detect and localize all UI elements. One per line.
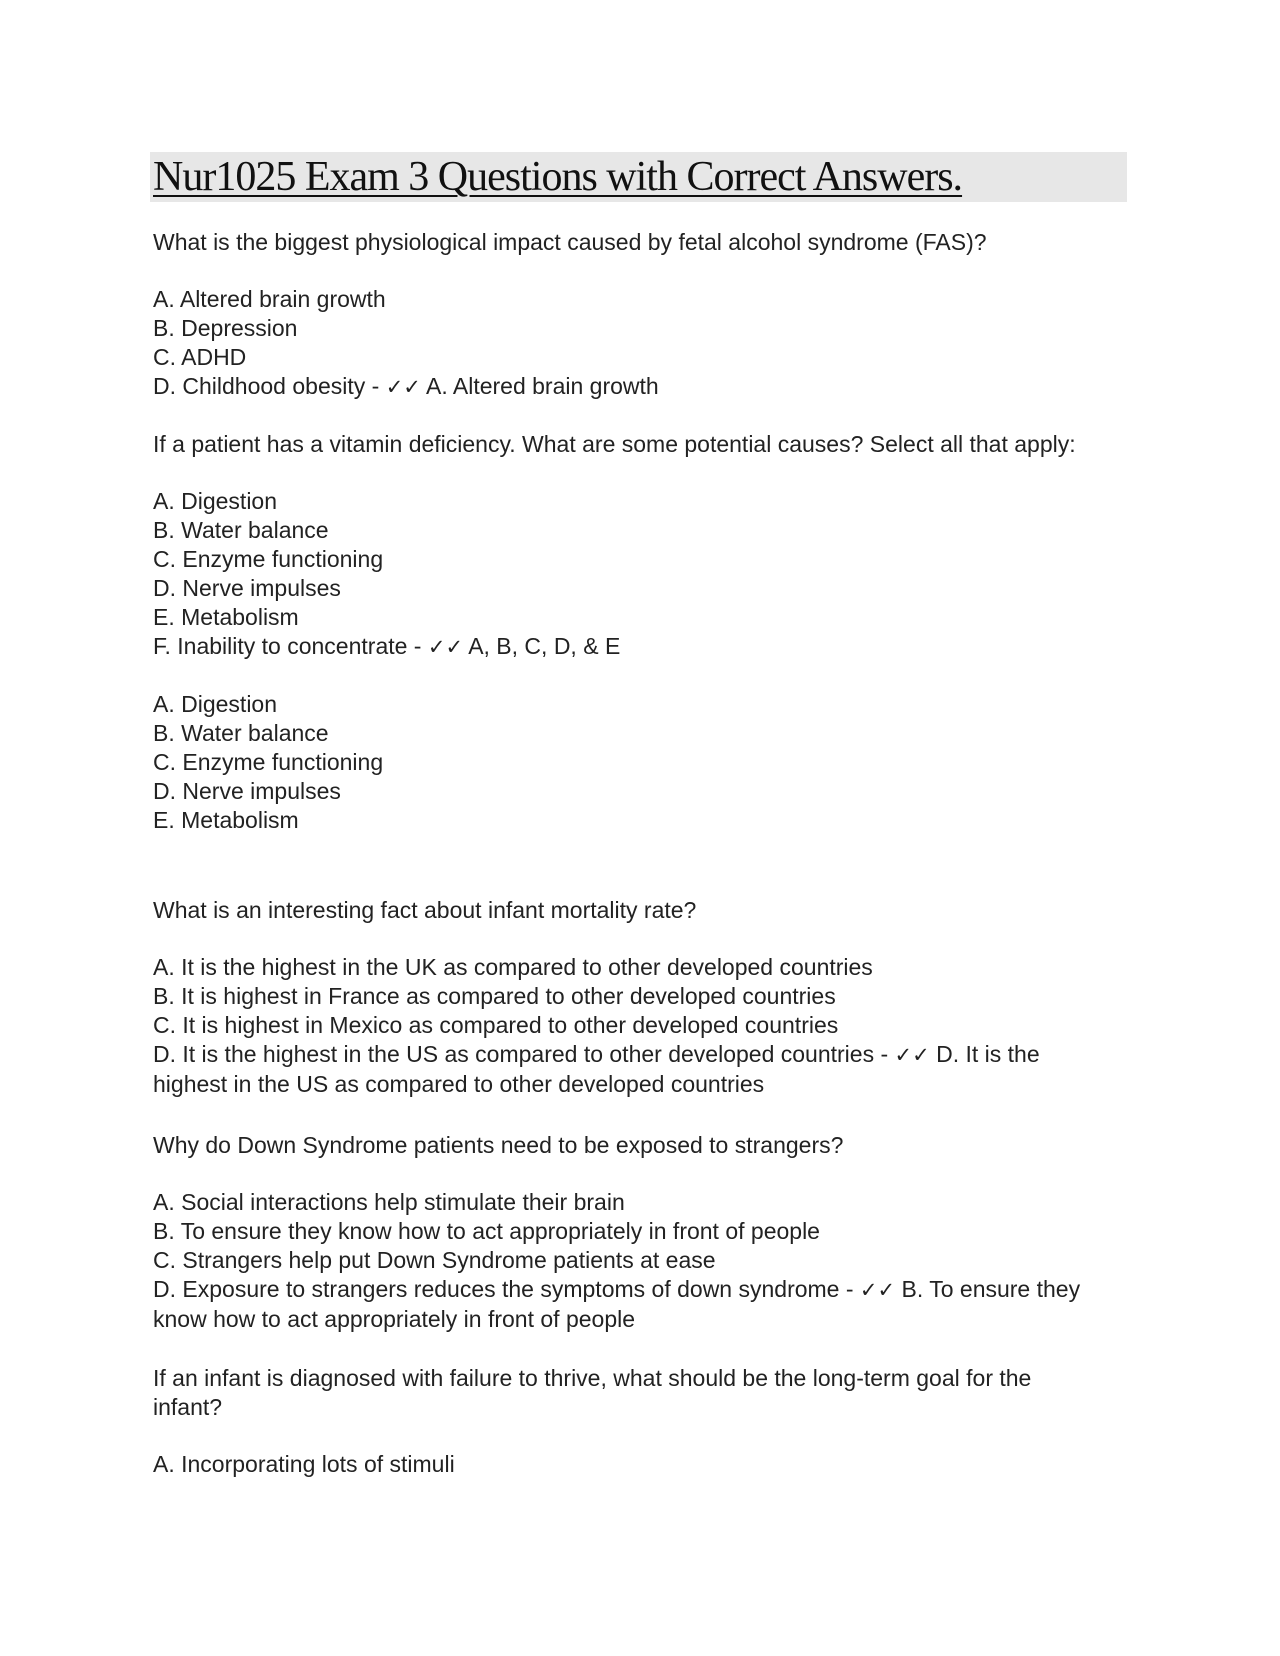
- question-text: What is an interesting fact about infant mortality rate?: [153, 897, 697, 923]
- answer-option-with-key: [153, 1275, 1093, 1334]
- answer-option: A. It is the highest in the UK as compared to other developed countries: [153, 954, 873, 980]
- answer-explanation-item: E. Metabolism: [153, 807, 299, 833]
- document-title: Nur1025 Exam 3 Questions with Correct Answers.: [153, 154, 963, 200]
- answer-explanation-item: C. Enzyme functioning: [153, 749, 384, 775]
- answer-option: A. Incorporating lots of stimuli: [153, 1451, 455, 1477]
- answer-option: B. Water balance: [153, 517, 329, 543]
- answer-explanation-item: D. Nerve impulses: [153, 778, 341, 804]
- answer-option: F. Inability to concentrate -: [153, 633, 422, 659]
- answer-option: B. To ensure they know how to act appropriately in front of people: [153, 1218, 820, 1244]
- answer-option: B. Depression: [153, 315, 298, 341]
- answer-option-with-key: [153, 372, 1093, 402]
- answer-option: E. Metabolism: [153, 604, 299, 630]
- answer-option: D. Childhood obesity -: [153, 373, 380, 399]
- answer-option-with-key: [153, 632, 1093, 662]
- answer-option: A. Digestion: [153, 488, 278, 514]
- question-text: If a patient has a vitamin deficiency. What are some potential causes? Select all that apply:: [153, 431, 1076, 457]
- answer-option: A. Altered brain growth: [153, 286, 386, 312]
- question-block-1: [153, 228, 1093, 402]
- question-text: What is the biggest physiological impact caused by fetal alcohol syndrome (FAS)?: [153, 229, 987, 255]
- answer-option: C. Enzyme functioning: [153, 546, 384, 572]
- answer-option: C. Strangers help put Down Syndrome patients at ease: [153, 1247, 716, 1273]
- double-check-icon: ✓✓: [894, 1043, 930, 1067]
- question-text: Why do Down Syndrome patients need to be exposed to strangers?: [153, 1132, 844, 1158]
- question-text: If an infant is diagnosed with failure to thrive, what should be the long-term goal for the infant?: [153, 1365, 1032, 1420]
- double-check-icon: ✓✓: [427, 635, 464, 659]
- correct-answer: A, B, C, D, & E: [468, 633, 621, 659]
- answer-option: B. It is highest in France as compared to other developed countries: [153, 983, 836, 1009]
- answer-option-with-key: [153, 1040, 1093, 1099]
- question-block-3: [153, 896, 1093, 1099]
- correct-answer: A. Altered brain growth: [426, 373, 659, 399]
- answer-option: A. Social interactions help stimulate their brain: [153, 1189, 625, 1215]
- answer-option: C. ADHD: [153, 344, 247, 370]
- double-check-icon: ✓✓: [859, 1278, 896, 1302]
- correct-answer: D. It is the highest in the US as compared to other developed countries: [153, 1041, 1040, 1097]
- question-block-4: [153, 1131, 1093, 1334]
- answer-option: D. Exposure to strangers reduces the symptoms of down syndrome -: [153, 1276, 854, 1302]
- answer-explanation-item: A. Digestion: [153, 691, 278, 717]
- double-check-icon: ✓✓: [385, 375, 421, 399]
- correct-answer: B. To ensure they know how to act appropriately in front of people: [153, 1276, 1081, 1332]
- answer-explanation-item: B. Water balance: [153, 720, 329, 746]
- question-block-5: [153, 1364, 1093, 1479]
- answer-option: C. It is highest in Mexico as compared to other developed countries: [153, 1012, 839, 1038]
- question-block-2: [153, 430, 1093, 835]
- answer-option: D. It is the highest in the US as compared to other developed countries -: [153, 1041, 889, 1067]
- answer-option: D. Nerve impulses: [153, 575, 341, 601]
